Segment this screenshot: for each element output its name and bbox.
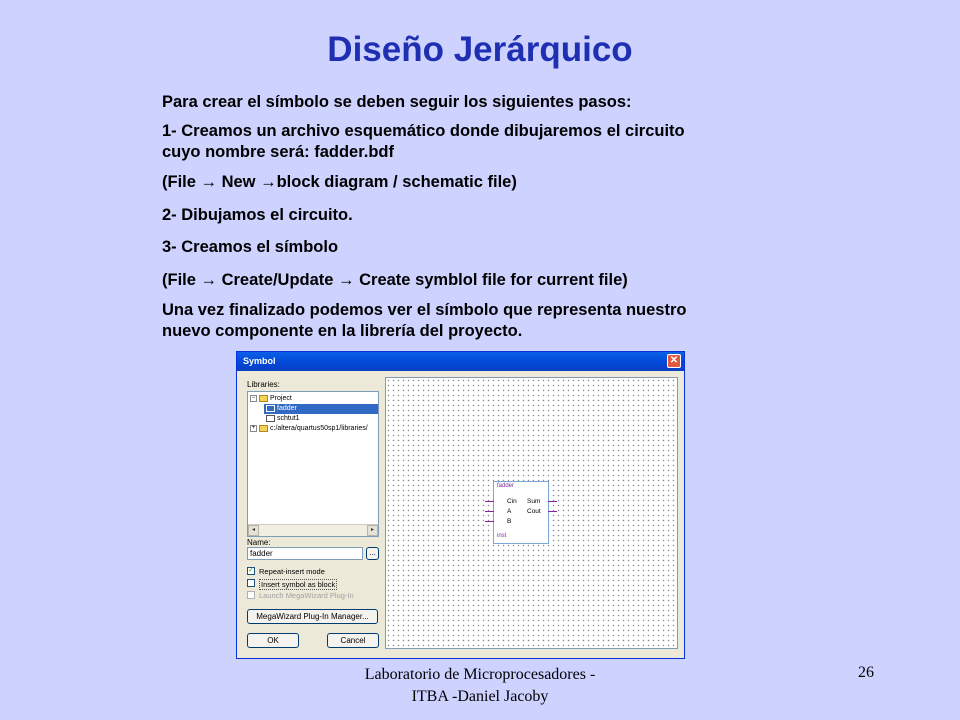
close-icon[interactable]: ✕ [667, 354, 681, 368]
launch-megawizard-label: Launch MegaWizard Plug-In [259, 591, 354, 600]
horizontal-scrollbar[interactable] [248, 524, 378, 536]
browse-button[interactable]: ... [366, 547, 379, 560]
step-3-menu-path: (File → Create/Update → Create symblol file for current file) [162, 271, 628, 289]
libraries-tree[interactable] [247, 391, 379, 537]
footer [320, 664, 640, 708]
pin-stub-b [485, 521, 494, 522]
scroll-right-icon[interactable]: ▸ [367, 525, 378, 536]
symbol-name: fadder [497, 483, 515, 489]
fadder-symbol [493, 481, 549, 544]
tree-item-label: c:/altera/quartus50sp1/libraries/ [270, 425, 368, 432]
scroll-left-icon[interactable]: ◂ [248, 525, 259, 536]
folder-icon [259, 395, 268, 402]
repeat-insert-checkbox[interactable]: ✓ [248, 567, 254, 574]
tree-item-label: Project [270, 395, 292, 402]
tree-item-altera-library[interactable] [250, 424, 378, 434]
instance-name: inst [497, 533, 507, 539]
pin-cout: Cout [527, 508, 541, 515]
footer-line-1: Laboratorio de Microprocesadores - [364, 666, 596, 683]
closing-text: Una vez finalizado podemos ver el símbolo que representa nuestro nuevo componente en la librería del proyecto. [162, 301, 687, 340]
pin-b: B [507, 518, 512, 525]
tree-item-label: schtut1 [277, 415, 300, 422]
symbol-icon [266, 415, 275, 422]
pin-cin: Cin [507, 498, 517, 505]
footer-line-2: ITBA -Daniel Jacoby [411, 688, 549, 705]
pin-stub-cin [485, 501, 494, 502]
dialog-title: Symbol [243, 356, 276, 366]
pin-a: A [507, 508, 512, 515]
symbol-dialog [236, 351, 685, 659]
insert-as-block-label: Insert symbol as block [261, 580, 336, 589]
ok-button[interactable]: OK [247, 633, 299, 648]
megawizard-button[interactable]: MegaWizard Plug-In Manager... [247, 609, 378, 624]
intro-text: Para crear el símbolo se deben seguir los siguientes pasos: [162, 93, 632, 111]
repeat-insert-label: Repeat-insert mode [259, 567, 325, 576]
slide-title: Diseño Jerárquico [327, 30, 633, 69]
page-number: 26 [858, 664, 874, 681]
step-3-text: 3- Creamos el símbolo [162, 238, 339, 256]
dialog-titlebar[interactable] [237, 352, 684, 371]
symbol-preview [385, 377, 678, 649]
symbol-icon [266, 405, 275, 412]
launch-megawizard-checkbox [247, 591, 255, 599]
name-label: Name: [247, 538, 271, 547]
step-1-text: 1- Creamos un archivo esquemático donde dibujaremos el circuito cuyo nombre será: fadder.bdf [162, 122, 685, 161]
folder-icon [259, 425, 268, 432]
insert-as-block-checkbox[interactable] [247, 579, 255, 587]
tree-item-project[interactable] [250, 394, 292, 404]
collapse-icon[interactable]: − [251, 394, 256, 401]
cancel-button[interactable]: Cancel [327, 633, 379, 648]
pin-sum: Sum [527, 498, 541, 505]
tree-item-fadder[interactable] [264, 404, 378, 414]
pin-stub-cout [548, 511, 557, 512]
tree-item-schtut1[interactable] [264, 414, 300, 424]
name-field[interactable]: fadder [247, 547, 363, 560]
tree-item-label: fadder [277, 405, 297, 412]
pin-stub-sum [548, 501, 557, 502]
expand-icon[interactable]: + [251, 424, 256, 431]
pin-stub-a [485, 511, 494, 512]
libraries-label: Libraries: [247, 380, 280, 389]
step-2-text: 2- Dibujamos el circuito. [162, 206, 353, 224]
step-1-menu-path: (File → New →block diagram / schematic file) [162, 173, 517, 191]
